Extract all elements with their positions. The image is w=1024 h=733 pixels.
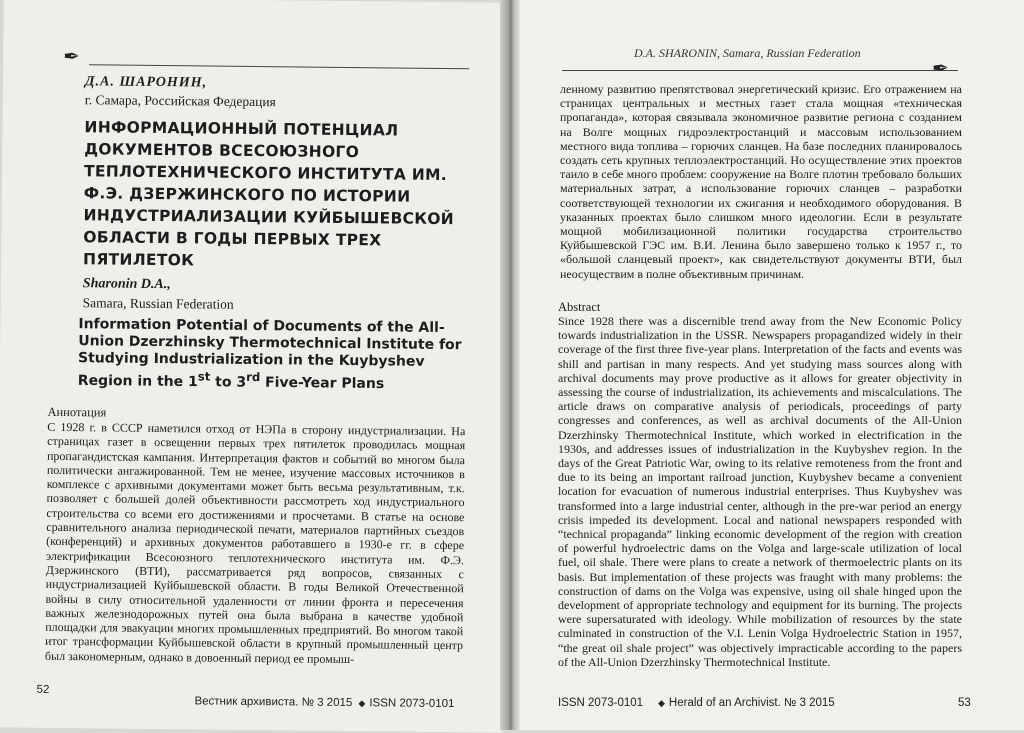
book-gutter	[500, 0, 520, 730]
journal-name-en	[654, 697, 835, 709]
abstract-label-ru: Аннотация	[47, 404, 107, 420]
issn-left-text: ISSN 2073-0101	[369, 697, 455, 711]
abstract-text-en: Since 1928 there was a discernible trend away from the New Economic Policy towards industrialization in the USSR. Newspapers propagandized widely in their coverage of the first three five-year plans. Interpretation of the facts and events was shill and partisan in many respects. And yet studying mass sources along with archival documents may prove productive as it allows for greater objectivity in assessing the course of industrialization, its achievements and miscalculations. The article draws on comparative analysis of periodicals, proceedings of party congresses and conferences, as well as archival documents of the All-Union Dzerzhinsky Thermotechnical Institute, which worked in electrification in the 1930s, and addresses issues of industrialization in the Kuybyshev region. In the days of the Great Patriotic War, owing to its relative remoteness from the front and due to its being an important railroad junction, Kuybyshev became a convenient location for evacuation of numerous industrial enterprises. Thus Kuybyshev was transformed into a large industrial center, although in the pre-war period an energy crisis impeded its development. Local and national newspapers responded with “technical propaganda” linking economic development of the region with creation of powerful hydroelectric dams on the Volga and large-scale utilization of local fuel, oil shale. There were plans to create a network of thermoelectric plants on its basis. But implementation of these projects was fraught with many problems: the construction of dams on the Volga was expensive, using oil shale hinged upon the development of appropriate technology and equipment for its burning. The projects were supersaturated with ideology. While mobilization of resources by the state culminated in construction of the V.I. Lenin Volga Hydroelectric Station in 1957, “the great oil shale project” was objectively impracticable according to the papers of the All-Union Dzerzhinsky Thermotechnical Institute.	[558, 314, 962, 669]
title-en-main: Information Potential of Documents of the All-Union Dzerzhinsky Thermotechnical Institute for Studying Industrialization in the Kuybyshev Region in the 1	[77, 316, 462, 391]
article-title-ru: ИНФОРМАЦИОННЫЙ ПОТЕНЦИАЛ ДОКУМЕНТОВ ВСЕСОЮЗНОГО ТЕПЛОТЕХНИЧЕСКОГО ИНСТИТУТА ИМ. Ф.Э. ДЗЕРЖИНСКОГО ПО ИСТОРИИ ИНДУСТРИАЛИЗАЦИИ КУЙБЫШЕВСКОЙ ОБЛАСТИ В ГОДЫ ПЕРВЫХ ТРЕХ ПЯТИЛЕТОК	[83, 118, 455, 270]
author-city-ru: г. Самара, Российская Федерация	[84, 92, 276, 110]
journal-name-ru: Вестник архивиста. № 3 2015	[194, 695, 353, 710]
journal-name-en-text: Herald of an Archivist. № 3 2015	[668, 697, 835, 709]
title-en-end: Five-Year Plans	[260, 374, 385, 393]
diamond-icon: ◆	[658, 698, 665, 708]
left-page	[0, 0, 510, 733]
abstract-label-en: Abstract	[558, 300, 601, 314]
diamond-icon: ◆	[358, 698, 366, 709]
author-name-ru: Д.А. ШАРОНИН,	[84, 74, 208, 91]
issn-left	[354, 697, 454, 710]
title-en-mid: to 3	[210, 374, 247, 391]
title-en-sup-first: st	[197, 369, 211, 384]
quill-ornament-icon: ✒	[63, 43, 81, 69]
header-rule	[89, 64, 469, 69]
abstract-text-ru: С 1928 г. в СССР наметился отход от НЭПа в сторону индустриализации. На страницах газет в освещении первых трех пятилеток проводилась мощная пропагандистская кампания. Интерпретация фактов и событий во многом была политически ангажированной. Тем не менее, изучение массовых источников в комплексе с архивными документами может быть весьма результативным, т.к. позволяет с большей долей объективности рассмотреть ход индустриального строительства со всеми его достижениями и просчетами. В статье на основе сравнительного анализа периодической печати, материалов партийных съездов (конференций) и архивных документов работавшего в 1930-е гг. в сфере электрификации Всесоюзного теплотехнического института им. Ф.Э. Дзержинского (ВТИ), рассматривается ряд вопросов, связанных с индустриализацией Куйбышевской области. В годы Великой Отечественной войны в силу относительной удаленности от линии фронта и пересечения важных железнодорожных путей она была выбрана в качестве удобной площадки для эвакуации многих промышленных предприятий. Во многом такой итог трансформации Куйбышевской области в крупный промышленный центр был закономерным, однако в довоенный период ее промыш-	[44, 419, 466, 666]
issn-right: ISSN 2073-0101	[558, 697, 644, 709]
title-en-sup-third: rd	[246, 369, 261, 385]
page-number-right: 53	[958, 697, 971, 709]
running-head: D.A. SHARONIN, Samara, Russian Federation	[634, 46, 861, 60]
author-name-en: Sharonin D.A.,	[82, 276, 171, 293]
right-page	[514, 0, 1024, 730]
article-title-en	[78, 316, 469, 394]
page-number-left: 52	[36, 683, 50, 696]
header-rule	[562, 70, 958, 71]
author-city-en: Samara, Russian Federation	[82, 295, 234, 312]
quill-ornament-icon: ✒	[932, 56, 949, 80]
abstract-continuation-ru: ленному развитию препятствовал энергетический кризис. Его отражением на страницах центральных и местных газет стала мощная «техническая пропаганда», которая связывала экономичное развитие региона с созданием на Волге мощных гидроэлектростанций и массовым использованием местного вида топлива – горючих сланцев. На базе последних планировалось создать сеть крупных теплоэлектростанций. Но осуществление этих проектов таило в себе много проблем: сооружение на Волге плотин требовало больших материальных затрат, а использование горючих сланцев – разработки соответствующей технологии их сжигания и необходимого оборудования. В указанных проектах было слишком много идеологии. Если в результате мощной мобилизационной политики государства строительство Куйбышевской ГЭС им. В.И. Ленина было завершено только к 1957 г., то «большой сланцевый проект», как свидетельствуют документы ВТИ, был неосуществим в полне объективным причинам.	[560, 82, 962, 281]
